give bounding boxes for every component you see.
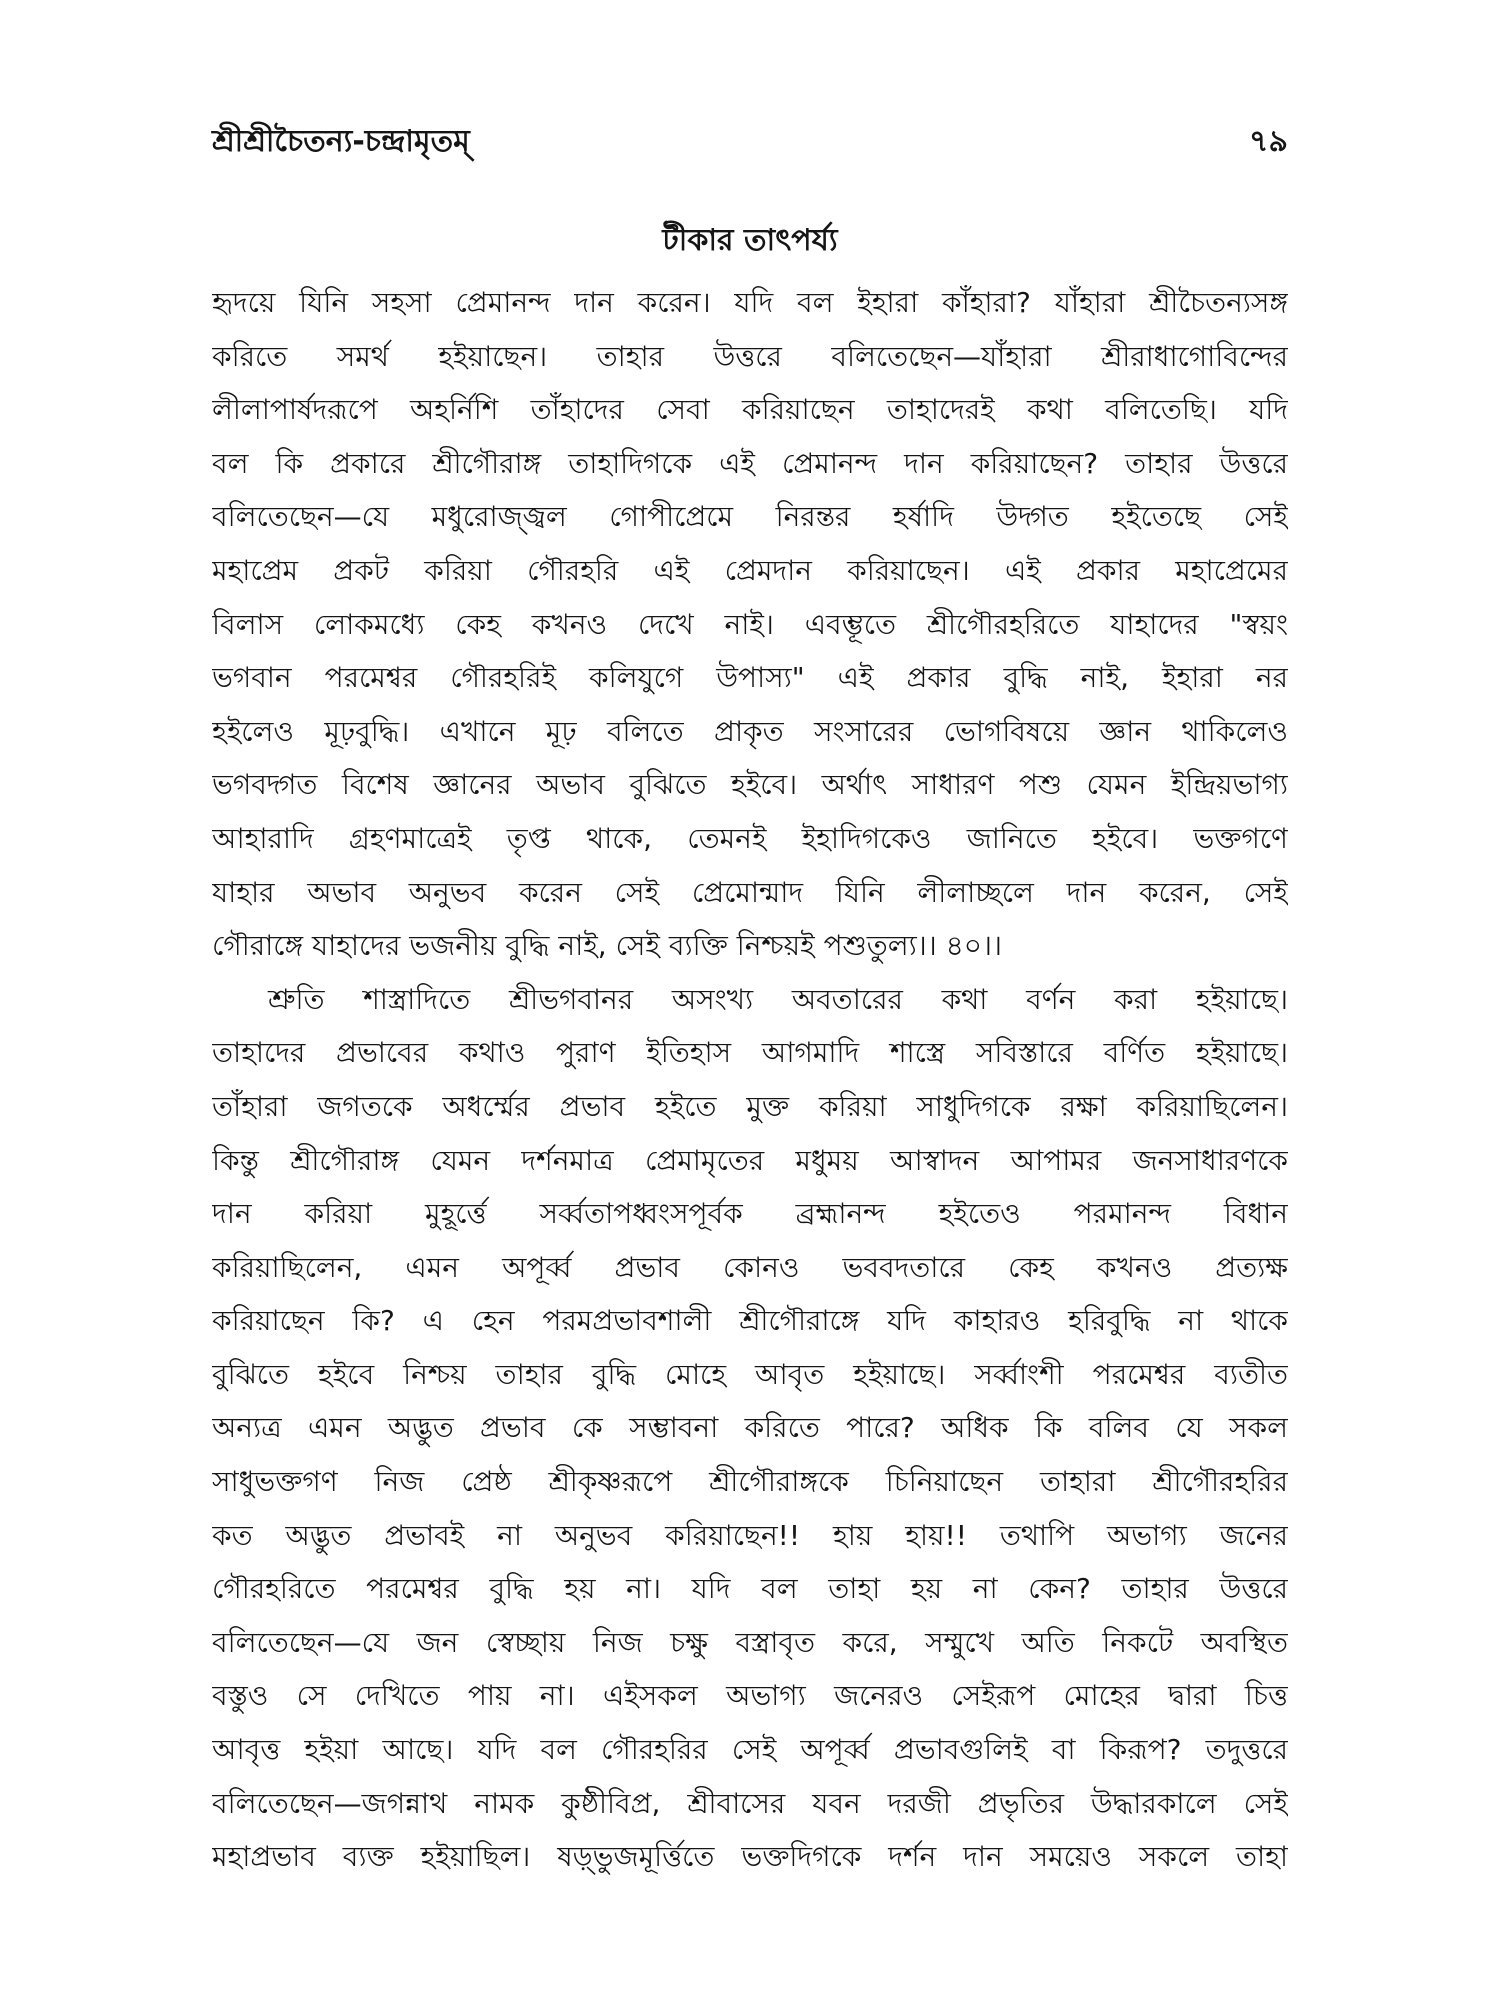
- text-line: করিয়াছেন কি? এ হেন পরমপ্রভাবশালী শ্রীগৌরাঙ্গে যদি কাহারও হরিবুদ্ধি না থাকে: [212, 1304, 1288, 1338]
- section-heading: টীকার তাৎপর্য্য: [662, 223, 838, 258]
- text-line: বিলাস লোকমধ্যে কেহ কখনও দেখে নাই। এবম্ভূতে শ্রীগৌরহরিতে যাহাদের "স্বয়ং: [212, 607, 1288, 641]
- text-line: অন্যত্র এমন অদ্ভুত প্রভাব কে সম্ভাবনা করিতে পারে? অধিক কি বলিব যে সকল: [212, 1411, 1288, 1445]
- text-line: মহাপ্রভাব ব্যক্ত হইয়াছিল। ষড়্ভুজমূর্ত্তিতে ভক্তদিগকে দর্শন দান সময়েও সকলে তাহা: [212, 1840, 1288, 1874]
- text-line: হইলেও মূঢ়বুদ্ধি। এখানে মূঢ় বলিতে প্রাকৃত সংসারের ভোগবিষয়ে জ্ঞান থাকিলেও: [212, 714, 1288, 748]
- text-line: মহাপ্রেম প্রকট করিয়া গৌরহরি এই প্রেমদান করিয়াছেন। এই প্রকার মহাপ্রেমের: [212, 553, 1288, 587]
- text-line: কিন্তু শ্রীগৌরাঙ্গ যেমন দর্শনমাত্র প্রেমামৃতের মধুময় আস্বাদন আপামর জনসাধারণকে: [212, 1143, 1288, 1177]
- body-text: [212, 276, 1288, 1884]
- text-line: আবৃত্ত হইয়া আছে। যদি বল গৌরহরির সেই অপূর্ব্ব প্রভাবগুলিই বা কিরূপ? তদুত্তরে: [212, 1733, 1288, 1767]
- text-line: বলিতেছেন—যে জন স্বেচ্ছায় নিজ চক্ষু বস্ত্রাবৃত করে, সম্মুখে অতি নিকটে অবস্থিত: [212, 1625, 1288, 1659]
- text-line: বুঝিতে হইবে নিশ্চয় তাহার বুদ্ধি মোহে আবৃত হইয়াছে। সর্ব্বাংশী পরমেশ্বর ব্যতীত: [212, 1357, 1288, 1391]
- text-line: ভগবদ্গত বিশেষ জ্ঞানের অভাব বুঝিতে হইবে। অর্থাৎ সাধারণ পশু যেমন ইন্দ্রিয়ভাগ্য: [212, 768, 1288, 802]
- text-line: গৌরহরিতে পরমেশ্বর বুদ্ধি হয় না। যদি বল তাহা হয় না কেন? তাহার উত্তরে: [212, 1572, 1288, 1606]
- text-line: তাহাদের প্রভাবের কথাও পুরাণ ইতিহাস আগমাদি শাস্ত্রে সবিস্তারে বর্ণিত হইয়াছে।: [212, 1036, 1288, 1070]
- page-number: ৭৯: [1249, 123, 1288, 159]
- text-line: বল কি প্রকারে শ্রীগৌরাঙ্গ তাহাদিগকে এই প্রেমানন্দ দান করিয়াছেন? তাহার উত্তরে: [212, 446, 1288, 480]
- text-line: যাহার অভাব অনুভব করেন সেই প্রেমোন্মাদ যিনি লীলাচ্ছলে দান করেন, সেই: [212, 875, 1288, 909]
- text-line: দান করিয়া মুহূর্ত্তে সর্ব্বতাপধ্বংসপূর্বক ব্রহ্মানন্দ হইতেও পরমানন্দ বিধান: [212, 1197, 1288, 1231]
- text-line: আহারাদি গ্রহণমাত্রেই তৃপ্ত থাকে, তেমনই ইহাদিগকেও জানিতে হইবে। ভক্তগণে: [212, 821, 1288, 855]
- text-line: গৌরাঙ্গে যাহাদের ভজনীয় বুদ্ধি নাই, সেই ব্যক্তি নিশ্চয়ই পশুতুল্য।। ৪০।।: [212, 929, 1003, 963]
- text-line: শ্রুতি শাস্ত্রাদিতে শ্রীভগবানর অসংখ্য অবতারের কথা বর্ণন করা হইয়াছে।: [268, 982, 1288, 1016]
- text-line: হৃদয়ে যিনি সহসা প্রেমানন্দ দান করেন। যদি বল ইহারা কাঁহারা? যাঁহারা শ্রীচৈতন্যসঙ্গ: [212, 286, 1288, 319]
- text-line: করিয়াছিলেন, এমন অপূর্ব্ব প্রভাব কোনও ভববদতারে কেহ কখনও প্রত্যক্ষ: [212, 1250, 1288, 1284]
- text-line: তাঁহারা জগতকে অধর্ম্মের প্রভাব হইতে মুক্ত করিয়া সাধুদিগকে রক্ষা করিয়াছিলেন।: [212, 1089, 1288, 1123]
- running-title: শ্রীশ্রীচৈতন্য-চন্দ্রামৃতম্: [212, 123, 470, 159]
- text-line: বলিতেছেন—যে মধুরোজ্জ্বল গোপীপ্রেমে নিরন্তর হর্ষাদি উদ্গত হইতেছে সেই: [212, 500, 1288, 534]
- running-head: [212, 118, 1288, 166]
- text-line: ভগবান পরমেশ্বর গৌরহরিই কলিযুগে উপাস্য" এই প্রকার বুদ্ধি নাই, ইহারা নর: [212, 661, 1288, 695]
- text-line: কত অদ্ভুত প্রভাবই না অনুভব করিয়াছেন!! হায় হায়!! তথাপি অভাগ্য জনের: [212, 1518, 1288, 1552]
- text-line: লীলাপার্ষদরূপে অহর্নিশি তাঁহাদের সেবা করিয়াছেন তাহাদেরই কথা বলিতেছি। যদি: [212, 393, 1288, 427]
- text-line: সাধুভক্তগণ নিজ প্রেষ্ঠ শ্রীকৃষ্ণরূপে শ্রীগৌরাঙ্গকে চিনিয়াছেন তাহারা শ্রীগৌরহরির: [212, 1465, 1288, 1499]
- text-line: বস্তুও সে দেখিতে পায় না। এইসকল অভাগ্য জনেরও সেইরূপ মোহের দ্বারা চিত্ত: [212, 1679, 1288, 1713]
- text-line: বলিতেছেন—জগন্নাথ নামক কুষ্ঠীবিপ্র, শ্রীবাসের যবন দরজী প্রভৃতির উদ্ধারকালে সেই: [212, 1786, 1288, 1820]
- text-line: করিতে সমর্থ হইয়াছেন। তাহার উত্তরে বলিতেছেন—যাঁহারা শ্রীরাধাগোবিন্দের: [212, 339, 1288, 373]
